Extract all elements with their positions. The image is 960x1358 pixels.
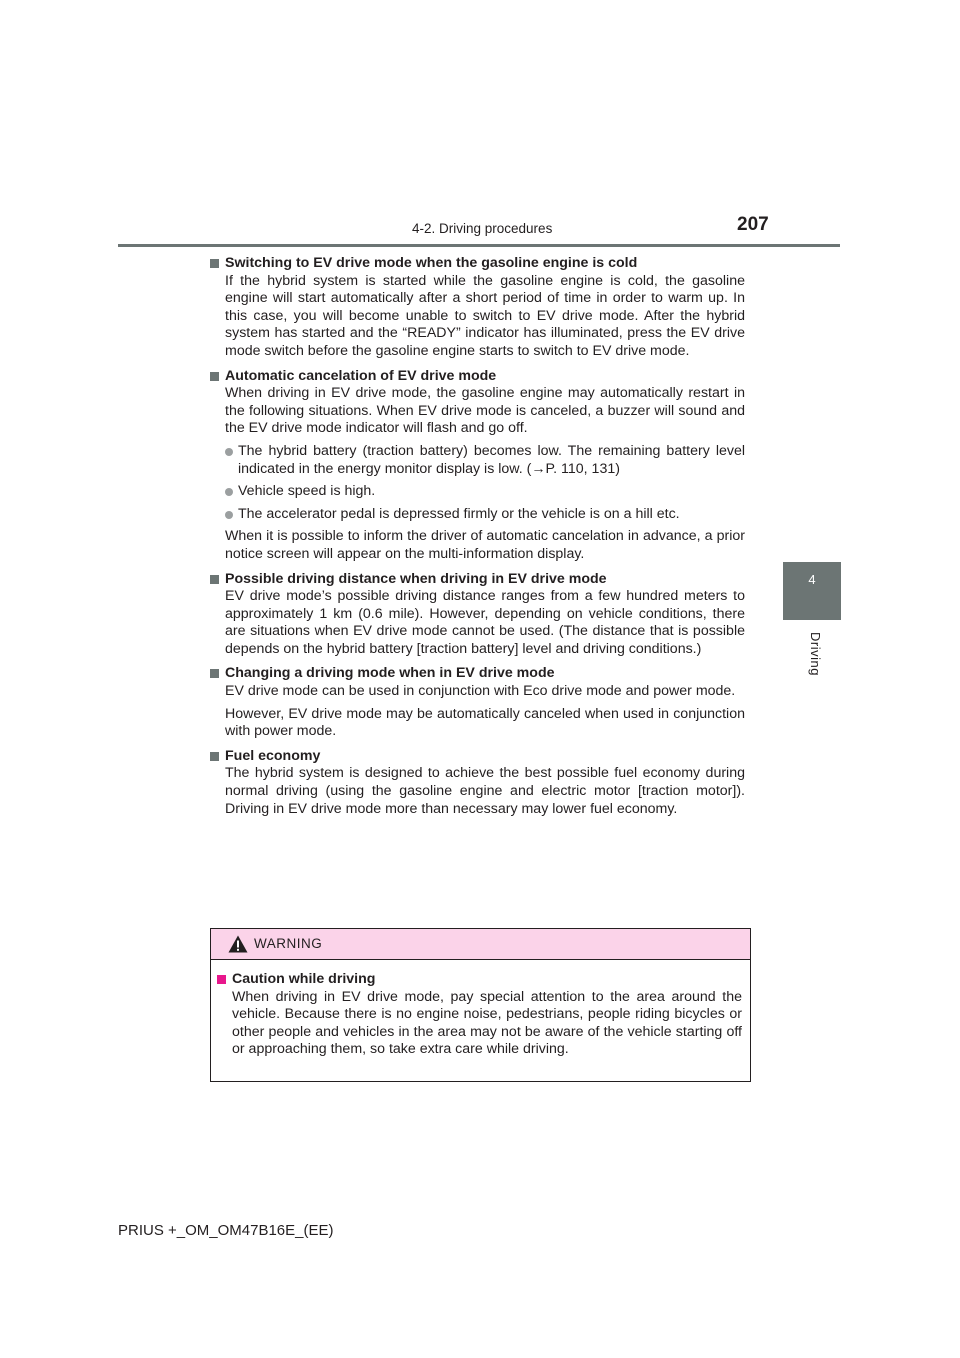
square-bullet-icon <box>217 975 226 984</box>
section-title: Fuel economy <box>225 747 321 764</box>
list-item: Vehicle speed is high. <box>225 483 745 501</box>
circle-bullet-icon <box>225 488 233 496</box>
section-paragraph: When driving in EV drive mode, the gasoline engine may automatically restart in the following situations. When EV drive mode is canceled, a buzzer will sound and the EV drive mode indicator will flash and go off. <box>225 385 745 437</box>
section-driving-distance <box>210 571 745 659</box>
section-auto-cancel <box>210 368 745 564</box>
warning-title: Caution while driving <box>232 971 376 987</box>
chapter-tab <box>783 562 841 620</box>
page-number: 207 <box>737 214 769 235</box>
section-paragraph: If the hybrid system is started while the gasoline engine is cold, the gasoline engine will start automatically after a short period of time in order to warm up. In this case, you will become unable to switch to EV drive mode. After the hybrid system has started and the “READY” indicator has illuminated, press the EV drive mode switch before the gasoline engine starts to switch to EV drive mode. <box>225 272 745 359</box>
warning-body <box>211 960 750 1059</box>
warning-text: When driving in EV drive mode, pay special attention to the area around the vehicle. Because there is no engine noise, pedestrians, people riding bicycles or other people and vehicles in the area may not be aware of the vehicle starting off or approaching them, so take extra care while driving. <box>232 988 742 1058</box>
circle-bullet-icon <box>225 511 233 519</box>
chapter-label: Driving <box>808 632 823 676</box>
main-content <box>210 255 745 825</box>
warning-header <box>211 929 750 960</box>
square-bullet-icon <box>210 669 219 678</box>
section-title: Automatic cancelation of EV drive mode <box>225 367 497 384</box>
section-title: Changing a driving mode when in EV drive mode <box>225 665 555 682</box>
square-bullet-icon <box>210 575 219 584</box>
section-paragraph: The hybrid system is designed to achieve the best possible fuel economy during normal driving (using the gasoline engine and electric motor [traction motor]). Driving in EV drive mode more than necessary may lower fuel economy. <box>225 765 745 817</box>
section-paragraph: When it is possible to inform the driver of automatic cancelation in advance, a prior notice screen will appear on the multi-information display. <box>225 528 745 562</box>
circle-bullet-icon <box>225 448 233 456</box>
header-rule <box>118 244 840 247</box>
document-code: PRIUS +_OM_OM47B16E_(EE) <box>118 1222 334 1239</box>
header-section-title: 4-2. Driving procedures <box>412 221 553 236</box>
section-title: Possible driving distance when driving in EV drive mode <box>225 570 607 587</box>
section-paragraph: EV drive mode’s possible driving distance ranges from a few hundred meters to approximately 1 km (0.6 mile). However, depending on vehicle conditions, there are situations when EV drive mode cannot be used. (The distance that is possible depends on the hybrid battery [traction battery] level and driving conditions.) <box>225 588 745 657</box>
section-changing-mode <box>210 665 745 740</box>
list-item: The accelerator pedal is depressed firmly or the vehicle is on a hill etc. <box>225 506 745 524</box>
square-bullet-icon <box>210 259 219 268</box>
warning-label: WARNING <box>254 936 323 951</box>
chapter-number: 4 <box>808 572 816 587</box>
section-paragraph: EV drive mode can be used in conjunction with Eco drive mode and power mode. <box>225 683 736 700</box>
section-paragraph: However, EV drive mode may be automatically canceled when used in conjunction with power mode. <box>225 705 745 740</box>
section-ev-cold-engine <box>210 255 745 361</box>
warning-triangle-icon <box>228 935 248 953</box>
section-fuel-economy <box>210 748 745 818</box>
warning-box <box>210 928 751 1082</box>
square-bullet-icon <box>210 372 219 381</box>
square-bullet-icon <box>210 752 219 761</box>
section-title: Switching to EV drive mode when the gasoline engine is cold <box>225 255 638 271</box>
list-item: The hybrid battery (traction battery) becomes low. The remaining battery level indicated in the energy monitor display is low. (→P. 110, 131) <box>225 443 745 478</box>
